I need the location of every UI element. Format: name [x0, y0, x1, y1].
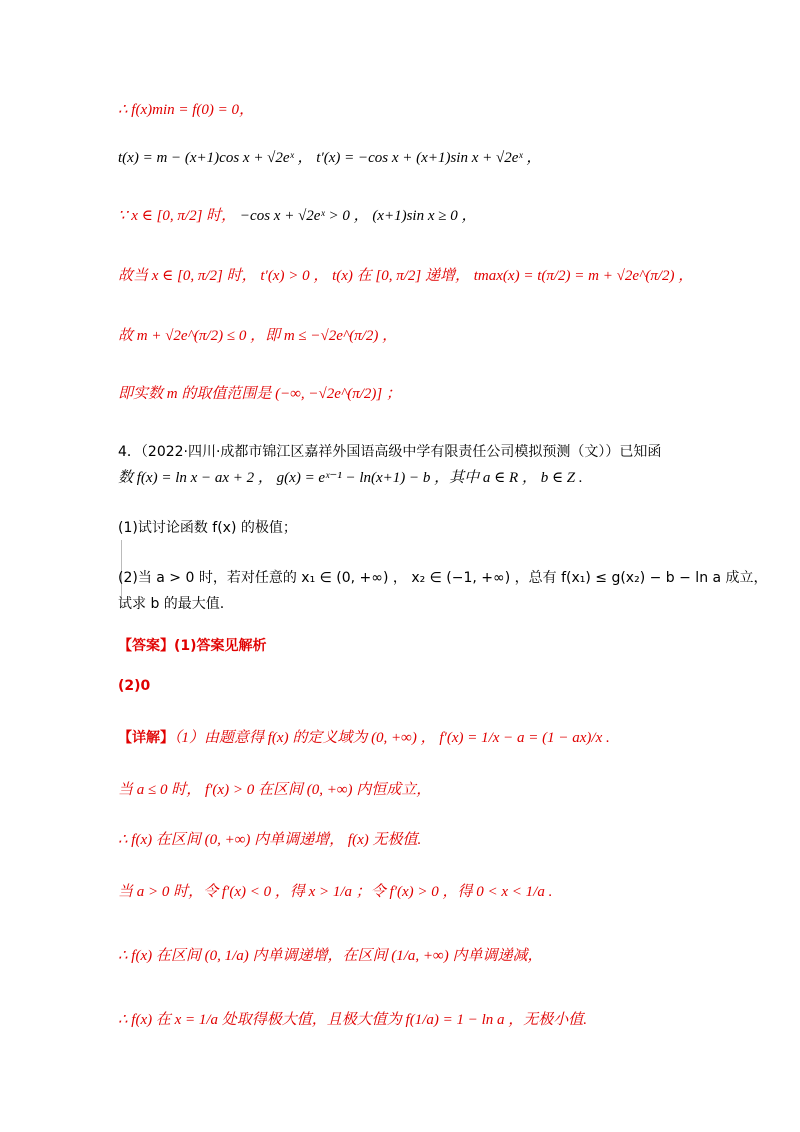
detail-line2: [118, 778, 431, 801]
question-4-part2-line1: [118, 566, 768, 589]
text-because-black: −cos x + √2eˣ > 0 ， (x+1)sin x ≥ 0 ，: [236, 208, 477, 224]
line-fmin: [118, 98, 254, 121]
question-4-line2: [118, 466, 583, 489]
text-detail5: ∴ f(x) 在区间 (0, 1/a) 内单调递增，在区间 (1/a, +∞) 内单调递减，: [118, 948, 543, 964]
line-increasing: [118, 264, 693, 287]
text-detail2: 当 a ≤ 0 时， f′(x) > 0 在区间 (0, +∞) 内恒成立，: [118, 782, 432, 798]
text-detail3: ∴ f(x) 在区间 (0, +∞) 内单调递增， f(x) 无极值.: [118, 832, 422, 848]
text-q4-line2: 数 f(x) = ln x − ax + 2 ， g(x) = eˣ⁻¹ − ln(x+1) − b ，其中 a ∈ R ， b ∈ Z .: [118, 470, 583, 486]
answer-part2: (2)0: [118, 678, 151, 694]
answer-tag: 【答案】: [118, 638, 174, 654]
text-q4-part1: (1)试讨论函数 f(x) 的极值；: [118, 520, 297, 536]
text-m-range: 即实数 m 的取值范围是 (−∞, −√2e^(π/2)] ；: [118, 386, 401, 402]
text-q4-line1: 4．（2022·四川·成都市锦江区嘉祥外国语高级中学有限责任公司模拟预测（文））已知函: [118, 444, 662, 460]
answer-line: [118, 634, 267, 657]
line-t-def: [118, 146, 541, 169]
detail-line3: [118, 828, 421, 851]
text-because-red: ∵ x ∈ [0, π/2] 时，: [118, 208, 237, 224]
detail-line6: [118, 1008, 587, 1031]
detail-tag: 【详解】: [118, 730, 174, 746]
line-m-bound: [118, 324, 397, 347]
question-4-line1: [118, 440, 661, 463]
answer-part1: (1)答案见解析: [174, 638, 267, 654]
text-detail1: （1）由题意得 f(x) 的定义域为 (0, +∞) ， f′(x) = 1/x − a = (1 − ax)/x .: [174, 730, 610, 746]
detail-line5: [118, 944, 543, 967]
text-increasing: 故当 x ∈ [0, π/2] 时， t′(x) > 0 ， t(x) 在 [0, π/2] 递增， tmax(x) = t(π/2) = m + √2e^(π/2) ，: [118, 268, 694, 284]
text-fmin: ∴ f(x)min = f(0) = 0，: [118, 102, 255, 118]
question-4-part2-line2: [118, 592, 224, 615]
text-detail4: 当 a > 0 时，令 f′(x) < 0 ，得 x > 1/a ；令 f′(x) > 0 ，得 0 < x < 1/a .: [118, 884, 553, 900]
text-q4-part2a: (2)当 a > 0 时，若对任意的 x₁ ∈ (0, +∞) ， x₂ ∈ (−1, +∞) ，总有 f(x₁) ≤ g(x₂) − b − ln a 成立，: [118, 570, 768, 586]
answer-part2-line: [118, 674, 150, 697]
detail-line1: [118, 726, 610, 749]
detail-line4: [118, 880, 552, 903]
text-detail6: ∴ f(x) 在 x = 1/a 处取得极大值，且极大值为 f(1/a) = 1 − ln a ，无极小值.: [118, 1012, 588, 1028]
text-t-def: t(x) = m − (x+1)cos x + √2eˣ ， t′(x) = −cos x + (x+1)sin x + √2eˣ ，: [118, 150, 542, 166]
text-q4-part2b: 试求 b 的最大值.: [118, 596, 225, 612]
line-m-range: [118, 382, 401, 405]
question-4-part1: [118, 516, 297, 539]
text-m-bound: 故 m + √2e^(π/2) ≤ 0 ，即 m ≤ −√2e^(π/2) ，: [118, 328, 398, 344]
line-because: [118, 204, 476, 227]
